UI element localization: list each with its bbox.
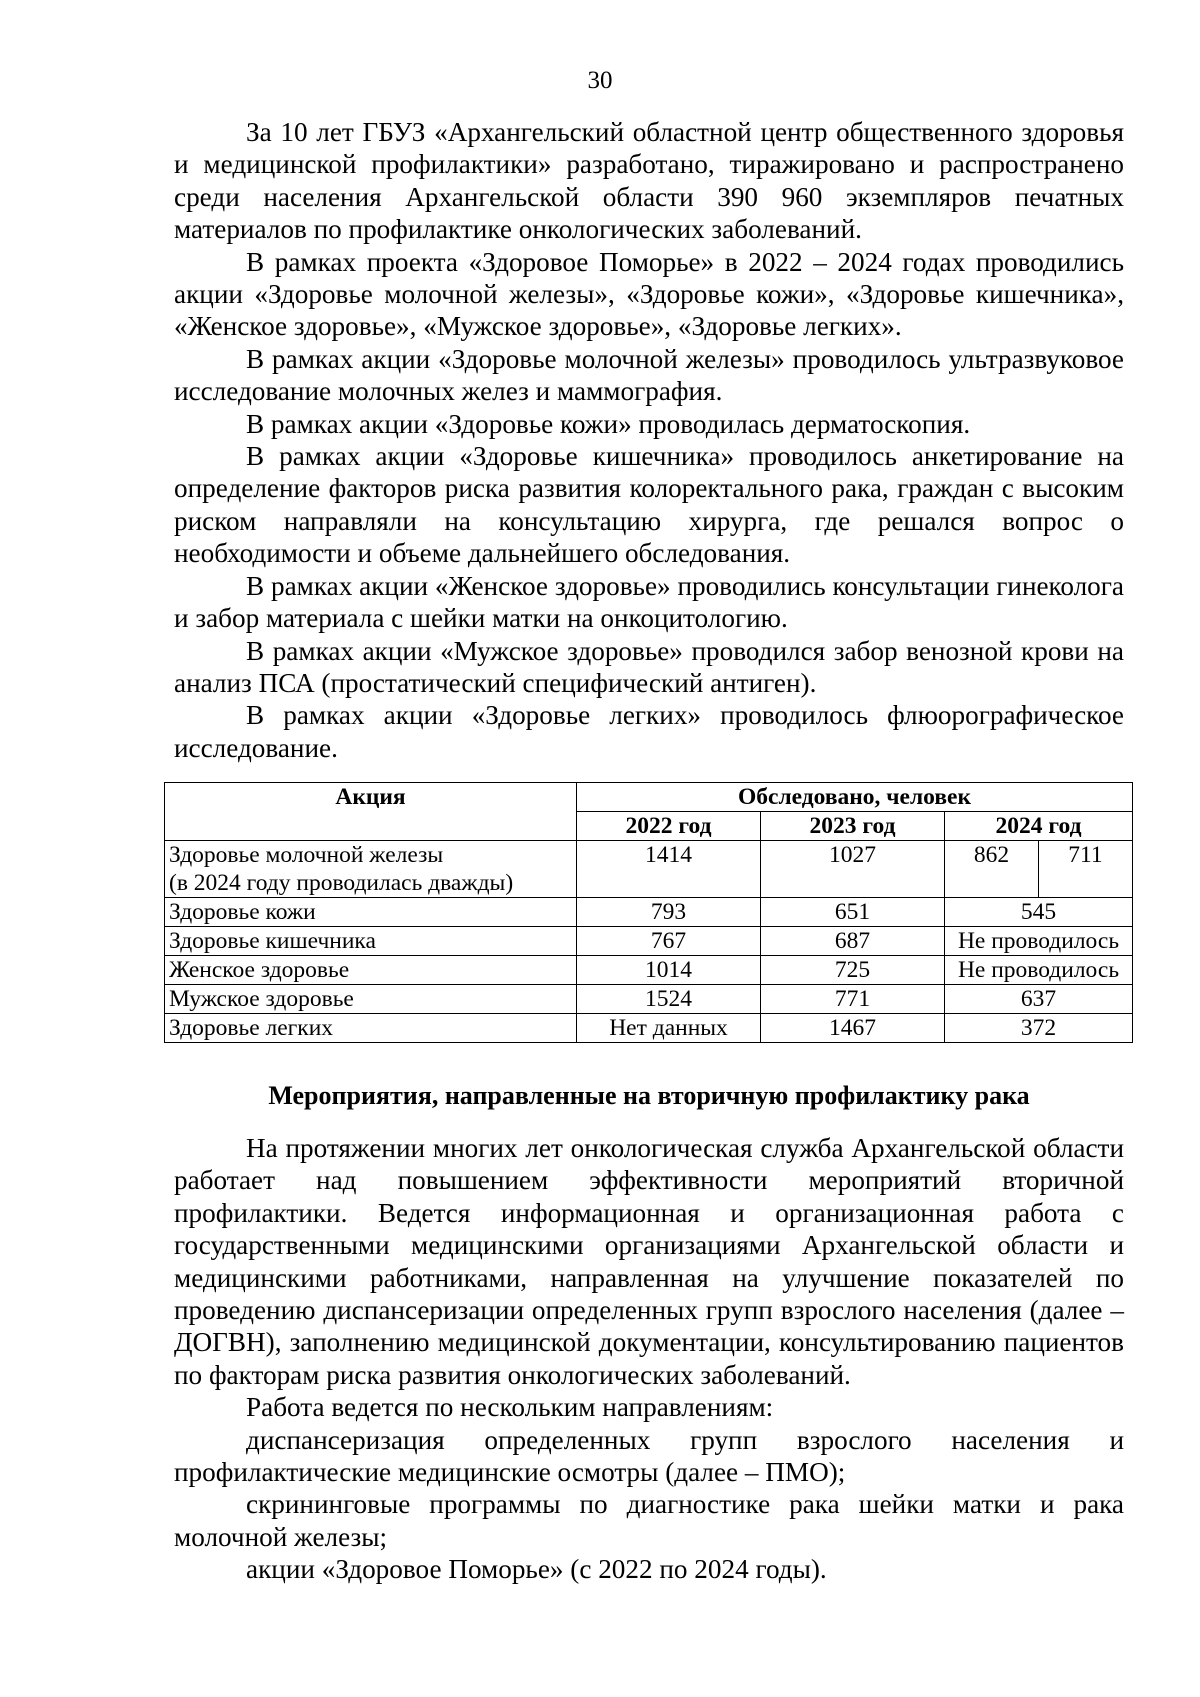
- header-year-2022: 2022 год: [577, 812, 761, 841]
- value-2023: 771: [761, 985, 945, 1014]
- paragraph: Работа ведется по нескольким направлениям:: [246, 1392, 774, 1423]
- value-2022: Нет данных: [577, 1014, 761, 1043]
- header-action: Акция: [165, 783, 577, 841]
- row-name: Мужское здоровье: [165, 985, 577, 1014]
- paragraph: диспансеризация определенных групп взрослого населения и профилактические медицинские осмотры (далее – ПМО);: [174, 1424, 1124, 1488]
- paragraph: В рамках акции «Здоровье легких» проводилось флюорографическое исследование.: [174, 700, 1124, 763]
- value-2022: 1524: [577, 985, 761, 1014]
- header-year-2024: 2024 год: [945, 812, 1133, 841]
- value-2022: 767: [577, 927, 761, 956]
- row-name: Здоровье кожи: [165, 898, 577, 927]
- body-text-bottom: [174, 1132, 1124, 1586]
- table-row: [165, 956, 1133, 985]
- value-2022: 793: [577, 898, 761, 927]
- row-name: Здоровье легких: [165, 1014, 577, 1043]
- screening-table: [164, 782, 1133, 1043]
- table-row: [165, 898, 1133, 927]
- paragraph: В рамках акции «Здоровье молочной железы» проводилось ультразвуковое исследование молочных желез и маммография.: [174, 343, 1124, 407]
- value-2024: 372: [945, 1014, 1133, 1043]
- value-2024: 545: [945, 898, 1133, 927]
- value-2022: 1414: [577, 841, 761, 898]
- paragraph: В рамках акции «Здоровье кожи» проводилась дерматоскопия.: [246, 408, 971, 439]
- value-2023: 1027: [761, 841, 945, 898]
- row-name: Женское здоровье: [165, 956, 577, 985]
- value-2022: 1014: [577, 956, 761, 985]
- row-name: Здоровье кишечника: [165, 927, 577, 956]
- table-row: [165, 927, 1133, 956]
- header-year-2023: 2023 год: [761, 812, 945, 841]
- paragraph: скрининговые программы по диагностике рака шейки матки и рака молочной железы;: [174, 1489, 1124, 1552]
- value-2023: 725: [761, 956, 945, 985]
- value-2024-first: 862: [945, 841, 1039, 898]
- value-2024: Не проводилось: [945, 927, 1133, 956]
- paragraph: За 10 лет ГБУЗ «Архангельский областной центр общественного здоровья и медицинской профилактики» разработано, тиражировано и распространено среди населения Архангельской области 390 960 экземпляров печатных материалов по профилактике онкологических заболеваний.: [174, 117, 1124, 245]
- row-name-line1: Здоровье молочной железы: [169, 842, 444, 868]
- page-number: 30: [587, 67, 613, 94]
- paragraph: В рамках акции «Мужское здоровье» проводился забор венозной крови на анализ ПСА (простатический специфический антиген).: [174, 635, 1124, 698]
- value-2023: 1467: [761, 1014, 945, 1043]
- value-2024: Не проводилось: [945, 956, 1133, 985]
- header-examined: Обследовано, человек: [577, 783, 1133, 812]
- value-2024-second: 711: [1039, 841, 1133, 898]
- row-name-line2: (в 2024 году проводилась дважды): [169, 870, 514, 896]
- section-heading: Мероприятия, направленные на вторичную профилактику рака: [268, 1081, 1030, 1110]
- table-row: [165, 985, 1133, 1014]
- value-2023: 651: [761, 898, 945, 927]
- table-header-row: [165, 783, 1133, 812]
- table-row: [165, 1014, 1133, 1043]
- paragraph: На протяжении многих лет онкологическая служба Архангельской области работает над повышением эффективности мероприятий вторичной профилактики. Ведется информационная и организационная работа с государственными медицинскими организациями Архангельской области и медицинскими работниками, направленная на улучшение показателей по проведению диспансеризации определенных групп взрослого населения (далее – ДОГВН), заполнению медицинской документации, консультированию пациентов по факторам риска развития онкологических заболеваний.: [174, 1133, 1124, 1390]
- body-text-top: [174, 116, 1124, 764]
- table-row: [165, 841, 1133, 898]
- value-2023: 687: [761, 927, 945, 956]
- paragraph: В рамках акции «Женское здоровье» проводились консультации гинеколога и забор материала с шейки матки на онкоцитологию.: [174, 570, 1124, 634]
- paragraph: акции «Здоровое Поморье» (с 2022 по 2024 годы).: [246, 1554, 827, 1585]
- paragraph: В рамках проекта «Здоровое Поморье» в 2022 – 2024 годах проводились акции «Здоровье молочной железы», «Здоровье кожи», «Здоровье кишечника», «Женское здоровье», «Мужское здоровье», «Здоровье легких».: [174, 246, 1124, 342]
- paragraph: В рамках акции «Здоровье кишечника» проводилось анкетирование на определение факторов риска развития колоректального рака, граждан с высоким риском направляли на консультацию хирурга, где решался вопрос о необходимости и объеме дальнейшего обследования.: [174, 441, 1124, 569]
- value-2024: 637: [945, 985, 1133, 1014]
- row-name: [165, 841, 577, 898]
